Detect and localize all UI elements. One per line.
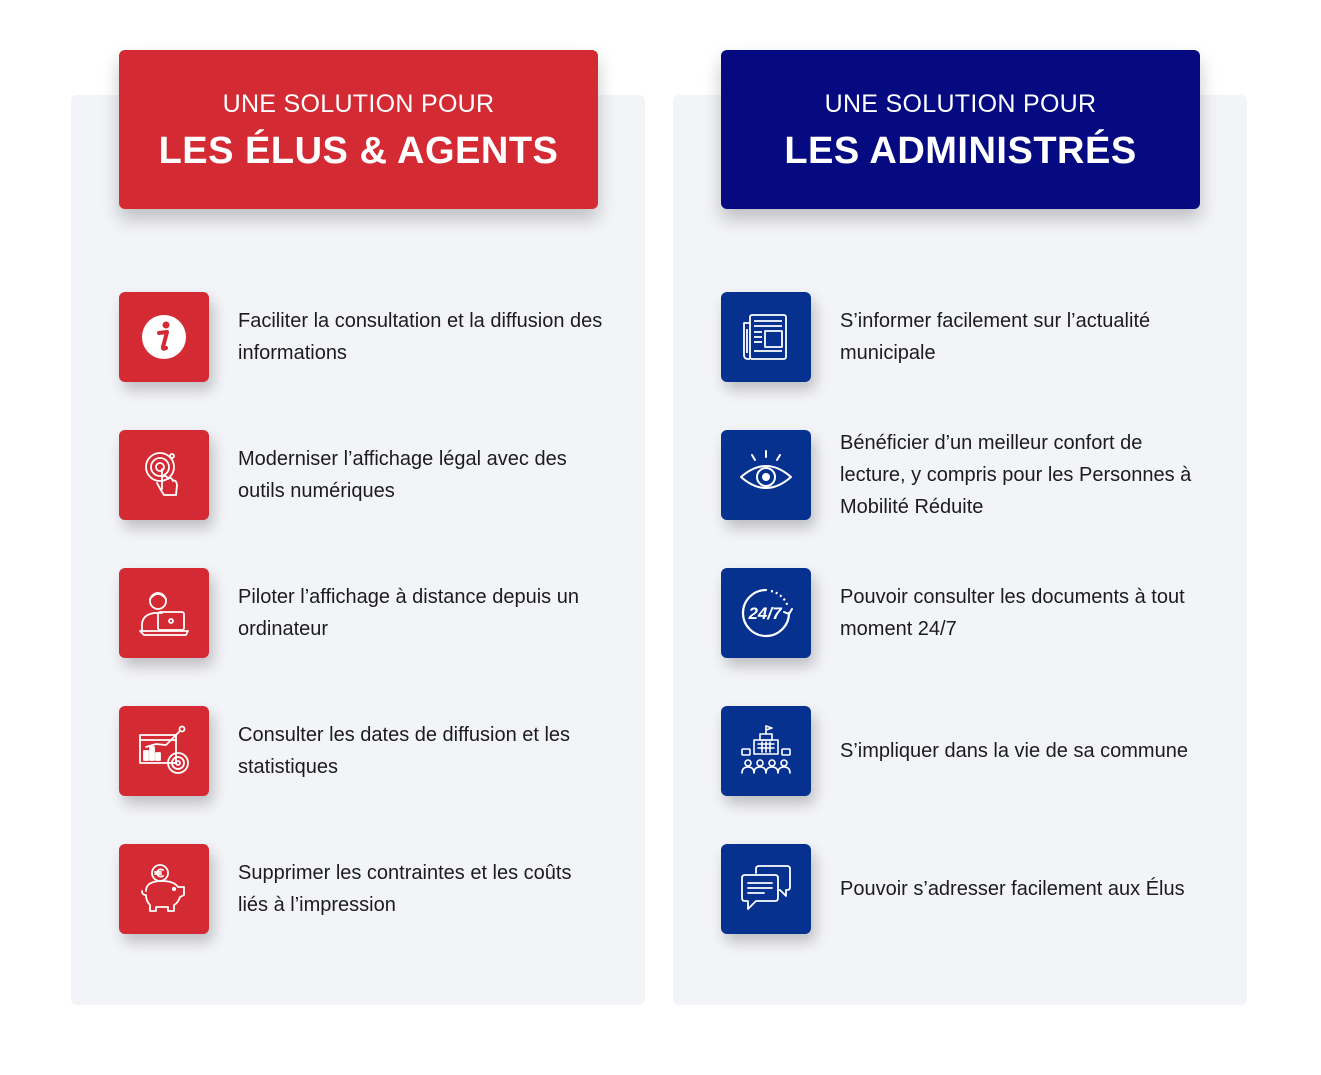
item-text: Moderniser l’affichage légal avec des outils numériques (238, 448, 567, 502)
header-subtitle: UNE SOLUTION POUR (824, 90, 1097, 118)
header-subtitle: UNE SOLUTION POUR (222, 90, 495, 118)
clock-24-7-icon (721, 568, 811, 658)
svg-text:24/7: 24/7 (748, 604, 782, 623)
town-hall-community-icon (721, 706, 811, 796)
eye-icon (721, 430, 811, 520)
newspaper-icon (721, 292, 811, 382)
statistics-icon (119, 706, 209, 796)
info-icon (119, 292, 209, 382)
item-text: S’informer facilement sur l’actualité municipale (840, 310, 1151, 364)
header-administres (721, 50, 1200, 209)
header-title: LES ÉLUS & AGENTS (158, 130, 559, 172)
item-text: Consulter les dates de diffusion et les statistiques (238, 724, 571, 778)
item-text: Supprimer les contraintes et les coûts liés à l’impression (238, 862, 572, 916)
chat-bubbles-icon (721, 844, 811, 934)
item-text: Bénéficier d’un meilleur confort de lecture, y compris pour les Personnes à Mobilité Réduite (840, 432, 1192, 518)
item-text: Pouvoir s’adresser facilement aux Élus (840, 878, 1185, 900)
item-text: Piloter l’affichage à distance depuis un ordinateur (238, 586, 579, 640)
item-text: Pouvoir consulter les documents à tout moment 24/7 (840, 586, 1185, 640)
remote-operator-icon (119, 568, 209, 658)
item-text: Faciliter la consultation et la diffusion des informations (238, 310, 603, 364)
piggy-bank-euro-icon (119, 844, 209, 934)
item-text: S’impliquer dans la vie de sa commune (840, 740, 1188, 762)
header-elus-agents (119, 50, 598, 209)
header-title: LES ADMINISTRÉS (784, 130, 1137, 172)
touch-target-icon (119, 430, 209, 520)
